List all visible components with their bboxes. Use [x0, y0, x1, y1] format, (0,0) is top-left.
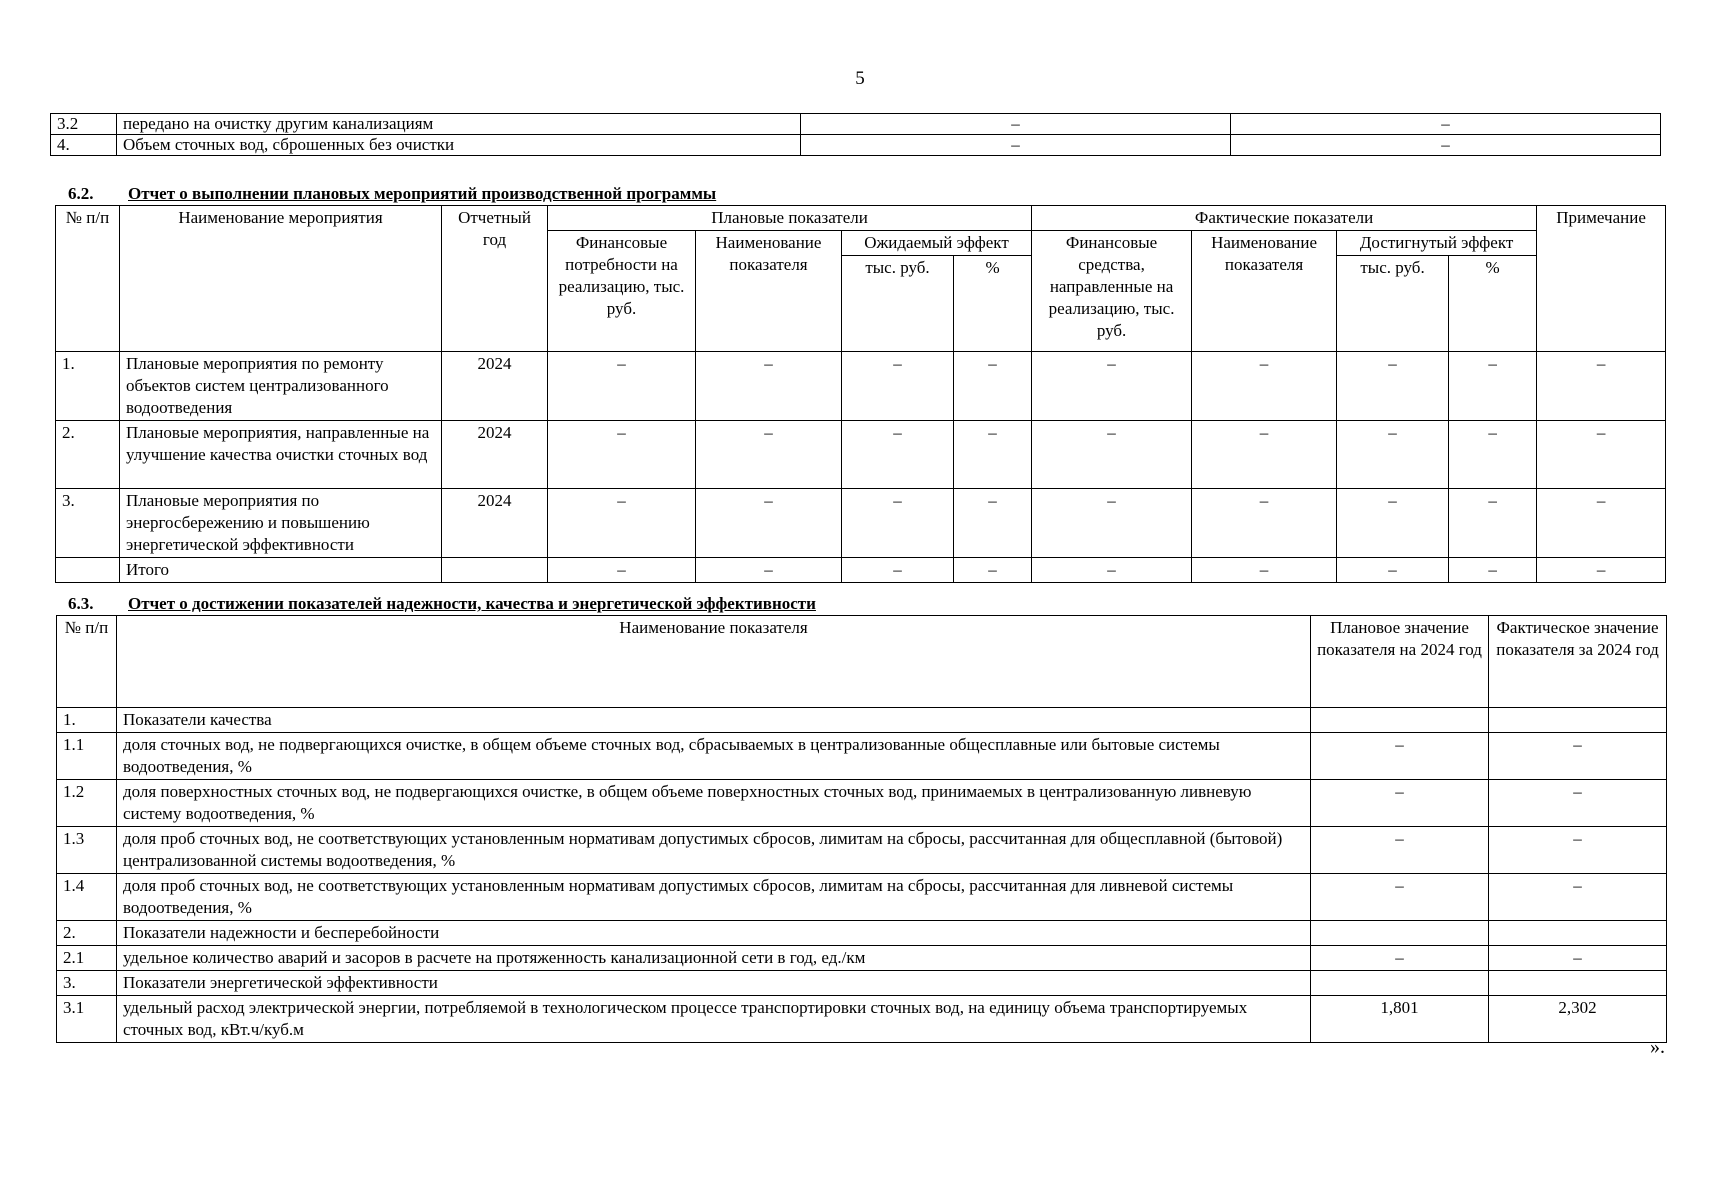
row-plan: –	[1311, 780, 1489, 827]
cell-value: –	[696, 489, 842, 558]
header-thous: тыс. руб.	[842, 256, 954, 352]
cell-value: –	[1337, 421, 1449, 489]
row-value: –	[1231, 135, 1661, 156]
row-plan: 1,801	[1311, 996, 1489, 1043]
header-plan-fin: Финансовые потребности на реализацию, тыс. руб.	[548, 231, 696, 352]
row-number: 1.3	[57, 827, 117, 874]
table-row	[56, 352, 1666, 421]
header-actual: Фактическое значение показателя за 2024 год	[1489, 616, 1667, 708]
row-actual: –	[1489, 780, 1667, 827]
row-name: Показатели энергетической эффективности	[117, 971, 1311, 996]
cell-value: –	[1537, 558, 1666, 583]
cell-value: –	[548, 352, 696, 421]
row-name: Показатели надежности и бесперебойности	[117, 921, 1311, 946]
table-row	[57, 921, 1667, 946]
cell-value: –	[1032, 352, 1192, 421]
cell-value: –	[548, 421, 696, 489]
cell-value: –	[954, 352, 1032, 421]
cell-value: –	[1537, 489, 1666, 558]
header-act-indicator: Наименование показателя	[1192, 231, 1337, 352]
row-number: 1.2	[57, 780, 117, 827]
cell-value: –	[1449, 558, 1537, 583]
row-actual: –	[1489, 827, 1667, 874]
row-number: 3.	[56, 489, 120, 558]
row-number: 2.	[57, 921, 117, 946]
header-note: Примечание	[1537, 206, 1666, 352]
row-actual: –	[1489, 733, 1667, 780]
section-heading: Отчет о достижении показателей надежности, качества и энергетической эффективности	[128, 594, 816, 613]
row-name: удельный расход электрической энергии, потребляемой в технологическом процессе транспортировки сточных вод, на единицу объема транспортируемых сточных вод, кВт.ч/куб.м	[117, 996, 1311, 1043]
row-actual	[1489, 708, 1667, 733]
cell-value: –	[954, 421, 1032, 489]
table-row	[56, 489, 1666, 558]
row-value: –	[801, 114, 1231, 135]
table-row	[57, 996, 1667, 1043]
section-title-62	[68, 184, 716, 204]
table-row-total	[56, 558, 1666, 583]
row-plan	[1311, 708, 1489, 733]
header-name: Наименование показателя	[117, 616, 1311, 708]
table-row	[57, 780, 1667, 827]
row-name: Плановые мероприятия по энергосбережению и повышению энергетической эффективности	[120, 489, 442, 558]
cell-value: –	[1537, 352, 1666, 421]
row-year: 2024	[442, 489, 548, 558]
section-number: 6.3.	[68, 594, 94, 613]
row-plan: –	[1311, 946, 1489, 971]
cell-value: –	[1192, 558, 1337, 583]
row-number: 4.	[51, 135, 117, 156]
header-act-fin: Финансовые средства, направленные на реализацию, тыс. руб.	[1032, 231, 1192, 352]
row-name: удельное количество аварий и засоров в расчете на протяженность канализационной сети в год, ед./км	[117, 946, 1311, 971]
closing-quote: ».	[1650, 1036, 1665, 1058]
header-act-effect: Достигнутый эффект	[1337, 231, 1537, 256]
row-number: 1.	[56, 352, 120, 421]
row-actual: –	[1489, 874, 1667, 921]
header-pct: %	[1449, 256, 1537, 352]
row-number: 3.1	[57, 996, 117, 1043]
row-name: Показатели качества	[117, 708, 1311, 733]
cell-value: –	[1192, 489, 1337, 558]
row-name: доля проб сточных вод, не соответствующих установленным нормативам допустимых сбросов, лимитам на сбросы, рассчитанная для ливневой системы водоотведения, %	[117, 874, 1311, 921]
table-row	[57, 827, 1667, 874]
header-num: № п/п	[56, 206, 120, 352]
row-number: 2.1	[57, 946, 117, 971]
cell-value: –	[842, 421, 954, 489]
row-plan: –	[1311, 827, 1489, 874]
cell-value: –	[1537, 421, 1666, 489]
table-row	[57, 946, 1667, 971]
header-year: Отчетный год	[442, 206, 548, 352]
row-number: 1.	[57, 708, 117, 733]
row-name: Плановые мероприятия по ремонту объектов систем централизованного водоотведения	[120, 352, 442, 421]
header-actual: Фактические показатели	[1032, 206, 1537, 231]
cell-value: –	[1449, 489, 1537, 558]
row-plan	[1311, 921, 1489, 946]
row-number: 1.4	[57, 874, 117, 921]
header-plan-effect: Ожидаемый эффект	[842, 231, 1032, 256]
cell-value: –	[696, 558, 842, 583]
table-row	[51, 114, 1661, 135]
row-number: 3.	[57, 971, 117, 996]
cell-value: –	[1449, 352, 1537, 421]
table-planned-measures	[55, 205, 1666, 583]
header-num: № п/п	[57, 616, 117, 708]
row-name: доля поверхностных сточных вод, не подвергающихся очистке, в общем объеме поверхностных сточных вод, принимаемых в централизованную ливневую систему водоотведения, %	[117, 780, 1311, 827]
row-name: Плановые мероприятия, направленные на улучшение качества очистки сточных вод	[120, 421, 442, 489]
header-thous: тыс. руб.	[1337, 256, 1449, 352]
table-indicators	[56, 615, 1667, 1043]
row-number	[56, 558, 120, 583]
section-title-63	[68, 594, 816, 614]
cell-value: –	[1192, 352, 1337, 421]
header-plan: Плановое значение показателя на 2024 год	[1311, 616, 1489, 708]
header-name: Наименование мероприятия	[120, 206, 442, 352]
total-label: Итого	[120, 558, 442, 583]
row-plan: –	[1311, 733, 1489, 780]
cell-value: –	[1032, 421, 1192, 489]
cell-value: –	[1032, 558, 1192, 583]
table-row	[57, 874, 1667, 921]
cell-value: –	[548, 489, 696, 558]
table-row	[51, 135, 1661, 156]
row-year: 2024	[442, 352, 548, 421]
cell-value: –	[1192, 421, 1337, 489]
row-number: 1.1	[57, 733, 117, 780]
row-name: Объем сточных вод, сброшенных без очистки	[117, 135, 801, 156]
row-number: 3.2	[51, 114, 117, 135]
row-actual	[1489, 921, 1667, 946]
header-pct: %	[954, 256, 1032, 352]
row-plan	[1311, 971, 1489, 996]
row-name: доля проб сточных вод, не соответствующих установленным нормативам допустимых сбросов, лимитам на сбросы, рассчитанная для общесплавной (бытовой) централизованной системы водоотведения, %	[117, 827, 1311, 874]
row-name: передано на очистку другим канализациям	[117, 114, 801, 135]
table-row	[57, 733, 1667, 780]
section-number: 6.2.	[68, 184, 94, 203]
row-plan: –	[1311, 874, 1489, 921]
row-actual: 2,302	[1489, 996, 1667, 1043]
cell-value: –	[842, 558, 954, 583]
table-row	[56, 421, 1666, 489]
cell-value: –	[1449, 421, 1537, 489]
cell-value: –	[1337, 352, 1449, 421]
cell-value: –	[954, 558, 1032, 583]
cell-value: –	[1337, 489, 1449, 558]
cell-value: –	[1337, 558, 1449, 583]
cell-value: –	[842, 352, 954, 421]
table-row	[57, 971, 1667, 996]
row-year: 2024	[442, 421, 548, 489]
cell-value: –	[1032, 489, 1192, 558]
page-number: 5	[855, 68, 865, 89]
cell-value: –	[696, 421, 842, 489]
row-name: доля сточных вод, не подвергающихся очистке, в общем объеме сточных вод, сбрасываемых в централизованные общесплавные или бытовые системы водоотведения, %	[117, 733, 1311, 780]
cell-value: –	[842, 489, 954, 558]
section-heading: Отчет о выполнении плановых мероприятий производственной программы	[128, 184, 717, 203]
header-planned: Плановые показатели	[548, 206, 1032, 231]
row-actual	[1489, 971, 1667, 996]
cell-empty	[442, 558, 548, 583]
header-plan-indicator: Наименование показателя	[696, 231, 842, 352]
row-value: –	[801, 135, 1231, 156]
table-row	[57, 708, 1667, 733]
cell-value: –	[548, 558, 696, 583]
row-actual: –	[1489, 946, 1667, 971]
row-number: 2.	[56, 421, 120, 489]
cell-value: –	[696, 352, 842, 421]
table-continuation	[50, 113, 1661, 156]
row-value: –	[1231, 114, 1661, 135]
cell-value: –	[954, 489, 1032, 558]
